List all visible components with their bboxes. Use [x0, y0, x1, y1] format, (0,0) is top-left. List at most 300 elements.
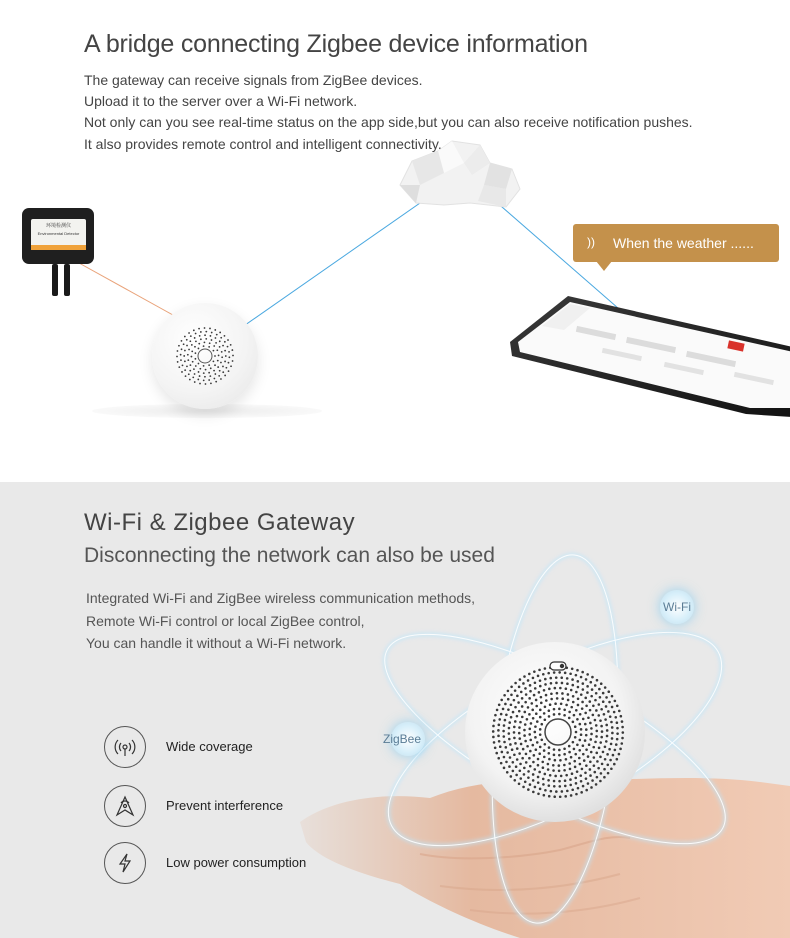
- grille-dot: [199, 368, 201, 370]
- grille-dot: [605, 724, 608, 727]
- grille-dot: [596, 760, 599, 763]
- grille-dot: [550, 698, 553, 701]
- grille-dot: [591, 688, 594, 691]
- grille-dot: [528, 757, 531, 760]
- grille-dot: [542, 778, 545, 781]
- grille-dot: [598, 703, 601, 706]
- grille-dot: [547, 763, 550, 766]
- grille-dot: [181, 348, 183, 350]
- grille-dot: [591, 779, 594, 782]
- grille-dot: [536, 741, 539, 744]
- grille-dot: [600, 736, 603, 739]
- grille-dot: [500, 713, 503, 716]
- grille-dot: [586, 673, 589, 676]
- grille-dot: [533, 754, 536, 757]
- grille-dot: [595, 735, 598, 738]
- grille-dot: [614, 749, 617, 752]
- grille-dot: [590, 695, 593, 698]
- grille-dot: [570, 689, 573, 692]
- grille-dot: [507, 708, 510, 711]
- grille-dot: [611, 737, 614, 740]
- grille-dot: [606, 735, 609, 738]
- grille-dot: [575, 674, 578, 677]
- grille-dot: [514, 689, 517, 692]
- grille-dot: [592, 714, 595, 717]
- lightning-icon: [104, 842, 146, 884]
- grille-dot: [528, 728, 531, 731]
- grille-dot: [581, 671, 584, 674]
- grille-dot: [602, 700, 605, 703]
- sensor-leg: [64, 264, 70, 296]
- grille-dot: [219, 370, 221, 372]
- grille-dot: [545, 694, 548, 697]
- grille-dot: [224, 350, 226, 352]
- grille-dot: [195, 365, 197, 367]
- grille-dot: [515, 774, 518, 777]
- grille-dot: [564, 795, 567, 798]
- grille-dot: [510, 693, 513, 696]
- grille-dot: [514, 682, 517, 685]
- grille-dot: [498, 704, 501, 707]
- grille-dot: [558, 749, 561, 752]
- grille-dot: [184, 350, 186, 352]
- sound-wave-icon: )): [587, 235, 595, 249]
- grille-dot: [534, 736, 537, 739]
- grille-dot: [518, 732, 521, 735]
- grille-dot: [558, 769, 561, 772]
- grille-dot: [575, 691, 578, 694]
- grille-dot: [498, 724, 501, 727]
- feature-label: Wide coverage: [166, 739, 253, 754]
- grille-dot: [601, 730, 604, 733]
- grille-dot: [539, 746, 542, 749]
- grille-dot: [558, 708, 561, 711]
- grille-dot: [503, 724, 506, 727]
- grille-dot: [590, 786, 593, 789]
- grille-dot: [608, 701, 611, 704]
- grille-dot: [519, 678, 522, 681]
- grille-dot: [503, 741, 506, 744]
- grille-dot: [575, 782, 578, 785]
- grille-dot: [499, 745, 502, 748]
- grille-dot: [553, 671, 556, 674]
- grille-dot: [501, 751, 504, 754]
- grille-dot: [514, 720, 517, 723]
- grille-dot: [513, 731, 516, 734]
- grille-dot: [543, 756, 546, 759]
- grille-dot: [544, 683, 547, 686]
- grille-dot: [198, 328, 200, 330]
- grille-dot: [544, 678, 547, 681]
- grille-dot: [594, 684, 597, 687]
- grille-dot: [188, 332, 190, 334]
- grille-dot: [522, 786, 525, 789]
- grille-dot: [559, 759, 562, 762]
- grille-dot: [205, 338, 207, 340]
- bridge-title: A bridge connecting Zigbee device information: [84, 30, 588, 58]
- grille-dot: [513, 699, 516, 702]
- gateway-text-line: You can handle it without a Wi-Fi network.: [86, 635, 347, 651]
- grille-dot: [582, 753, 585, 756]
- grille-dot: [210, 382, 212, 384]
- grille-dot: [600, 772, 603, 775]
- grille-dot: [208, 364, 210, 366]
- grille-dot: [588, 743, 591, 746]
- grille-dot: [219, 346, 221, 348]
- grille-dot: [528, 673, 531, 676]
- grille-dot: [564, 785, 567, 788]
- grille-dot: [543, 749, 546, 752]
- grille-dot: [568, 762, 571, 765]
- grille-dot: [582, 718, 585, 721]
- grille-dot: [548, 709, 551, 712]
- grille-dot: [600, 708, 603, 711]
- grille-dot: [585, 764, 588, 767]
- grille-dot: [572, 701, 575, 704]
- grille-dot: [537, 781, 540, 784]
- grille-dot: [203, 372, 205, 374]
- grille-dot: [222, 345, 224, 347]
- grille-dot: [621, 737, 624, 740]
- grille-dot: [529, 690, 532, 693]
- grille-dot: [540, 723, 543, 726]
- grille-dot: [564, 672, 567, 675]
- grille-dot: [220, 362, 222, 364]
- grille-dot: [590, 733, 593, 736]
- grille-dot: [496, 709, 499, 712]
- grille-dot: [607, 690, 610, 693]
- grille-dot: [530, 702, 533, 705]
- grille-dot: [586, 691, 589, 694]
- grille-dot: [516, 715, 519, 718]
- grille-dot: [542, 766, 545, 769]
- grille-dot: [576, 669, 579, 672]
- grille-dot: [610, 767, 613, 770]
- grille-dot: [568, 717, 571, 720]
- grille-dot: [177, 350, 179, 352]
- grille-dot: [512, 770, 515, 773]
- sensor-label-strip: [31, 245, 86, 250]
- grille-dot: [183, 343, 185, 345]
- grille-dot: [533, 768, 536, 771]
- zigbee-gateway: [152, 303, 258, 409]
- grille-dot: [178, 345, 180, 347]
- grille-dot: [506, 771, 509, 774]
- grille-dot: [509, 756, 512, 759]
- grille-dot: [579, 763, 582, 766]
- grille-dot: [502, 730, 505, 733]
- grille-dot: [592, 705, 595, 708]
- grille-dot: [227, 339, 229, 341]
- grille-dot: [561, 790, 564, 793]
- grille-dot: [218, 355, 220, 357]
- grille-dot: [568, 751, 571, 754]
- grille-dot: [595, 730, 598, 733]
- grille-dot: [224, 341, 226, 343]
- grille-dot: [219, 332, 221, 334]
- grille-dot: [182, 364, 184, 366]
- grille-dot: [595, 692, 598, 695]
- grille-dot: [560, 775, 563, 778]
- grille-dot: [527, 788, 530, 791]
- wifi-bubble: [660, 590, 694, 624]
- grille-dot: [187, 359, 189, 361]
- grille-dot: [621, 726, 624, 729]
- grille-dot: [510, 703, 513, 706]
- grille-dot: [186, 339, 188, 341]
- grille-dot: [553, 713, 556, 716]
- grille-dot: [200, 338, 202, 340]
- grille-dot: [580, 693, 583, 696]
- grille-dot: [492, 730, 495, 733]
- grille-dot: [538, 771, 541, 774]
- grille-dot: [543, 712, 546, 715]
- grille-dot: [563, 753, 566, 756]
- grille-dot: [194, 337, 196, 339]
- grille-dot: [553, 785, 556, 788]
- grille-dot: [571, 788, 574, 791]
- grille-dot: [569, 784, 572, 787]
- grille-dot: [188, 349, 190, 351]
- grille-dot: [553, 754, 556, 757]
- grille-dot: [543, 794, 546, 797]
- grille-dot: [599, 780, 602, 783]
- grille-dot: [554, 702, 557, 705]
- grille-dot: [228, 370, 230, 372]
- grille-dot: [518, 726, 521, 729]
- grille-dot: [524, 780, 527, 783]
- grille-dot: [576, 770, 579, 773]
- grille-dot: [536, 720, 539, 723]
- grille-dot: [577, 697, 580, 700]
- grille-dot: [585, 777, 588, 780]
- grille-dot: [616, 705, 619, 708]
- grille-dot: [204, 376, 206, 378]
- grille-dot: [515, 765, 518, 768]
- grille-dot: [537, 758, 540, 761]
- grille-dot: [565, 687, 568, 690]
- grille-dot: [549, 703, 552, 706]
- grille-dot: [616, 732, 619, 735]
- grille-dot: [519, 769, 522, 772]
- speaker-grille: [152, 303, 258, 409]
- grille-dot: [589, 709, 592, 712]
- grille-dot: [509, 743, 512, 746]
- bridge-text-line: Not only can you see real-time status on the app side,but you can also receive notification pushes.: [84, 114, 693, 130]
- grille-dot: [195, 358, 197, 360]
- feature-low-power: [104, 842, 424, 884]
- grille-dot: [585, 728, 588, 731]
- grille-dot: [594, 741, 597, 744]
- grille-dot: [205, 331, 207, 333]
- grille-dot: [609, 715, 612, 718]
- grille-dot: [534, 725, 537, 728]
- grille-dot: [584, 697, 587, 700]
- grille-dot: [227, 346, 229, 348]
- grille-dot: [521, 716, 524, 719]
- grille-dot: [519, 777, 522, 780]
- grille-dot: [572, 695, 575, 698]
- grille-dot: [213, 370, 215, 372]
- grille-dot: [217, 366, 219, 368]
- grille-dot: [218, 375, 220, 377]
- grille-dot: [186, 365, 188, 367]
- grille-dot: [220, 378, 222, 380]
- grille-dot: [513, 753, 516, 756]
- grille-dot: [505, 746, 508, 749]
- grille-dot: [584, 712, 587, 715]
- grille-dot: [548, 758, 551, 761]
- grille-dot: [211, 332, 213, 334]
- grille-dot: [192, 376, 194, 378]
- grille-dot: [589, 738, 592, 741]
- grille-dot: [541, 761, 544, 764]
- grille-dot: [224, 335, 226, 337]
- grille-dot: [214, 364, 216, 366]
- grille-dot: [228, 362, 230, 364]
- grille-dot: [540, 696, 543, 699]
- grille-dot: [525, 693, 528, 696]
- gateway-title: Wi-Fi & Zigbee Gateway: [84, 509, 356, 536]
- grille-dot: [205, 369, 207, 371]
- grille-dot: [529, 750, 532, 753]
- grille-dot: [508, 732, 511, 735]
- grille-dot: [547, 752, 550, 755]
- grille-dot: [533, 670, 536, 673]
- grille-dot: [582, 785, 585, 788]
- grille-dot: [195, 341, 197, 343]
- grille-dot: [537, 675, 540, 678]
- grille-dot: [556, 697, 559, 700]
- grille-dot: [554, 687, 557, 690]
- grille-dot: [604, 758, 607, 761]
- grille-dot: [547, 779, 550, 782]
- grille-dot: [574, 753, 577, 756]
- grille-dot: [186, 345, 188, 347]
- grille-dot: [539, 728, 542, 731]
- grille-dot: [589, 761, 592, 764]
- grille-dot: [600, 682, 603, 685]
- grille-dot: [598, 747, 601, 750]
- grille-dot: [558, 780, 561, 783]
- grille-dot: [198, 343, 200, 345]
- grille-dot: [620, 715, 623, 718]
- grille-dot: [529, 739, 532, 742]
- grille-dot: [544, 789, 547, 792]
- grille-dot: [203, 345, 205, 347]
- grille-dot: [565, 758, 568, 761]
- grille-dot: [198, 371, 200, 373]
- grille-dot: [521, 705, 524, 708]
- grille-dot: [613, 763, 616, 766]
- grille-dot: [613, 711, 616, 714]
- grille-dot: [527, 706, 530, 709]
- sensor-screen-title: 环境检测仪: [45, 223, 71, 229]
- grille-dot: [599, 719, 602, 722]
- grille-dot: [188, 373, 190, 375]
- grille-dot: [520, 691, 523, 694]
- grille-dot: [585, 704, 588, 707]
- grille-dot: [183, 355, 185, 357]
- grille-dot: [209, 342, 211, 344]
- grille-dot: [214, 329, 216, 331]
- grille-dot: [195, 333, 197, 335]
- notification-bubble-tail: [596, 261, 612, 271]
- grille-dot: [532, 717, 535, 720]
- grille-dot: [508, 721, 511, 724]
- grille-dot: [561, 692, 564, 695]
- grille-dot: [185, 375, 187, 377]
- grille-dot: [570, 794, 573, 797]
- grille-dot: [584, 739, 587, 742]
- grille-dot: [605, 740, 608, 743]
- grille-dot: [574, 736, 577, 739]
- grille-dot: [589, 722, 592, 725]
- grille-dot: [610, 743, 613, 746]
- grille-dot: [545, 699, 548, 702]
- notification-bubble: [573, 224, 779, 262]
- grille-dot: [214, 355, 216, 357]
- grille-dot: [544, 705, 547, 708]
- grille-dot: [592, 746, 595, 749]
- grille-dot: [604, 718, 607, 721]
- grille-dot: [516, 747, 519, 750]
- grille-dot: [581, 707, 584, 710]
- grille-dot: [194, 346, 196, 348]
- grille-dot: [550, 692, 553, 695]
- grille-dot: [189, 340, 191, 342]
- grille-dot: [591, 676, 594, 679]
- grille-dot: [524, 740, 527, 743]
- grille-dot: [575, 793, 578, 796]
- grille-dot: [585, 789, 588, 792]
- grille-dot: [547, 672, 550, 675]
- grille-dot: [510, 685, 513, 688]
- grille-dot: [535, 748, 538, 751]
- grille-dot: [578, 739, 581, 742]
- grille-dot: [198, 348, 200, 350]
- grille-dot: [544, 718, 547, 721]
- grille-dot: [539, 679, 542, 682]
- grille-dot: [616, 721, 619, 724]
- grille-dot: [513, 737, 516, 740]
- grille-dot: [524, 701, 527, 704]
- grille-dot: [570, 756, 573, 759]
- grille-dot: [569, 672, 572, 675]
- grille-dot: [211, 339, 213, 341]
- grille-dot: [565, 774, 568, 777]
- grille-dot: [540, 739, 543, 742]
- grille-dot: [503, 767, 506, 770]
- grille-dot: [199, 375, 201, 377]
- grille-dot: [605, 696, 608, 699]
- grille-dot: [527, 770, 530, 773]
- grille-dot: [579, 723, 582, 726]
- grille-dot: [232, 355, 234, 357]
- grille-dot: [549, 677, 552, 680]
- grille-dot: [574, 725, 577, 728]
- grille-dot: [210, 367, 212, 369]
- grille-dot: [524, 687, 527, 690]
- grille-dot: [181, 340, 183, 342]
- grille-dot: [572, 721, 575, 724]
- grille-dot: [522, 748, 525, 751]
- feature-label: Prevent interference: [166, 798, 284, 813]
- grille-dot: [180, 354, 182, 356]
- grille-dot: [607, 772, 610, 775]
- grille-dot: [184, 336, 186, 338]
- grille-dot: [220, 337, 222, 339]
